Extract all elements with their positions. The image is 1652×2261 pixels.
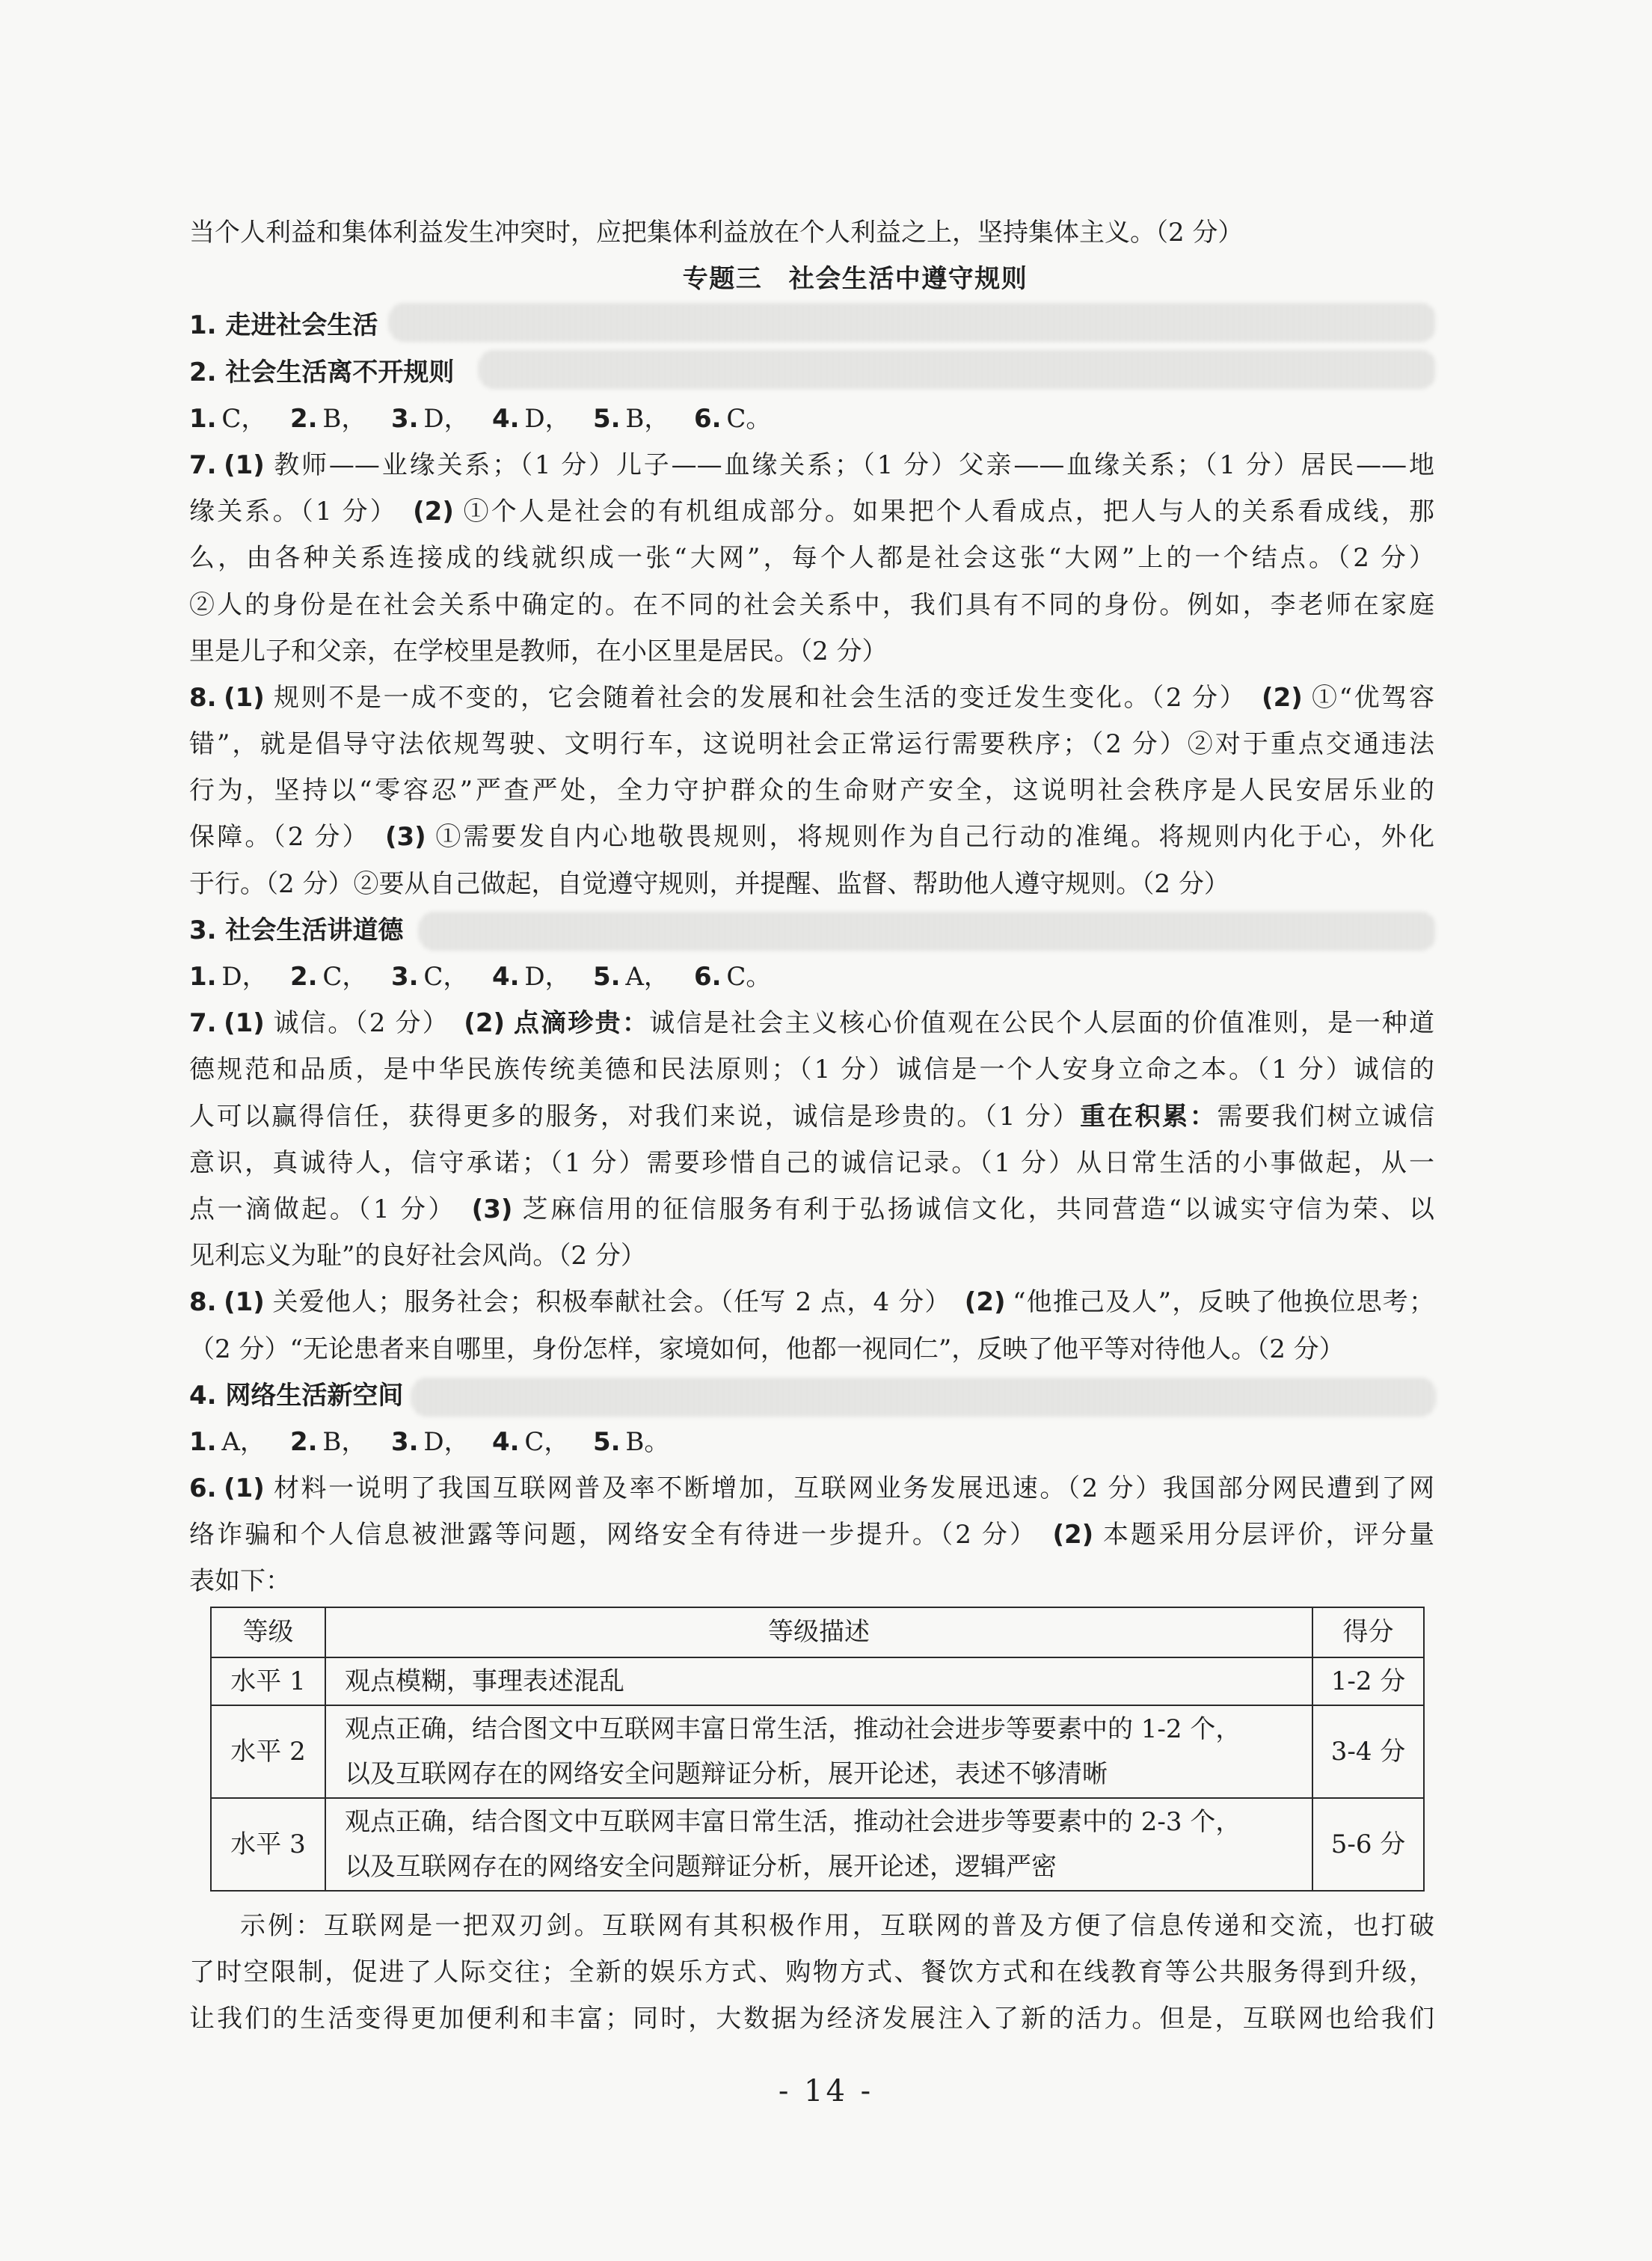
choice-answers-row [189,1419,1434,1465]
choice-answer-item [391,954,492,1000]
answer-number: 3. [391,403,419,434]
question-number-label: 7. [189,1008,217,1039]
text-line [189,1903,1434,1949]
text-run: ①需要发自内心地敬畏规则，将规则作为自己行动的准绳。将规则内化于心，外化 [433,822,1434,853]
score-cell: 3-4 分 [1312,1705,1424,1798]
answer-choice: D， [423,403,470,434]
text-run: 人可以赢得信任，获得更多的服务，对我们来说，诚信是珍贵的。（1 分） [189,1101,1081,1132]
answer-paragraph [189,1279,1434,1372]
text-run: 表如下： [189,1566,291,1597]
scoring-rubric-table [210,1607,1425,1892]
choice-answer-item [593,1419,694,1465]
answer-choice: B， [625,403,670,434]
answer-choice: A， [625,962,669,992]
choice-answer-item [189,396,290,442]
choice-answer-item [391,1419,492,1465]
choice-answer-item [492,954,593,1000]
answer-paragraph [189,1000,1434,1279]
choice-answer-item [492,396,593,442]
text-line [189,1140,1434,1186]
answer-number: 3. [391,1426,419,1457]
description-line: 观点正确，结合图文中互联网丰富日常生活，推动社会进步等要素中的 1-2 个， [345,1714,1241,1744]
question-number-label: (2) [964,1287,1006,1318]
description-line: 以及互联网存在的网络安全问题辩证分析，展开论述，逻辑严密 [345,1851,1057,1882]
text-line [189,488,1434,535]
table-row [211,1798,1424,1891]
text-run: （2 分）“无论患者来自哪里，身份怎样，家境如何，他都一视同仁”，反映了他平等对待他人。（2 分） [189,1334,1345,1364]
question-number-label: 8. [189,1287,217,1318]
example-paragraph [189,1903,1434,2043]
text-run: “他推己及人”，反映了他换位思考； [1013,1287,1434,1318]
choice-answer-item [189,1419,290,1465]
question-number-label: (3) [384,822,426,853]
text-run: 行为，坚持以“零容忍”严查严处，全力守护群众的生命财产安全，这说明社会秩序是人民安居乐业的 [189,776,1434,806]
answer-choice: D， [524,962,571,992]
level-cell: 水平 2 [211,1705,325,1798]
text-run: 于行。（2 分）②要从自己做起，自觉遵守规则，并提醒、监督、帮助他人遵守规则。（2 分） [189,868,1229,899]
answer-choice: C， [221,403,267,434]
text-run: 芝麻信用的征信服务有利于弘扬诚信文化，共同营造“以诚实守信为荣、以 [519,1194,1434,1224]
text-run: 规则不是一成不变的，它会随着社会的发展和社会生活的变迁发生变化。（2 分） [271,682,1262,713]
answer-paragraph [189,442,1434,675]
text-run: ①“优驾容 [1309,682,1434,713]
text-run: 意识，真诚待人，信守承诺；（1 分）需要珍惜自己的诚信记录。（1 分）从日常生活的小事做起，从一 [189,1147,1434,1178]
answer-number: 2. [290,403,318,434]
description-line: 以及互联网存在的网络安全问题辩证分析，展开论述，表述不够清晰 [345,1758,1108,1789]
answer-number: 2. [290,1426,318,1457]
section-1 [189,302,1434,349]
question-number-label: (1) [224,1008,265,1039]
text-line [189,1558,1434,1604]
text-run: 里是儿子和父亲，在学校里是教师，在小区里是居民。（2 分） [189,636,888,666]
answer-choice: B。 [625,1426,670,1457]
section-2 [189,349,1434,907]
description-cell [325,1798,1312,1891]
answer-number: 1. [189,403,217,434]
section-heading: 1. 走进社会生活 [189,310,378,341]
choice-answer-item [694,396,795,442]
answer-number: 6. [694,962,722,992]
text-run: 关爱他人；服务社会；积极奉献社会。（任写 2 点，4 分） [271,1287,965,1318]
text-run: ①个人是社会的有机组成部分。如果把个人看成点，把人与人的关系看成线，那 [461,497,1434,527]
text-run: 错”，就是倡导守法依规驾驶、文明行车，这说明社会正常运行需要秩序；（2 分）②对于重点交通违法 [189,729,1434,760]
text-line [189,1326,1434,1372]
answer-number: 4. [492,1426,520,1457]
answer-choice: D， [423,1426,470,1457]
sections-container [189,302,1434,2042]
answer-number: 5. [593,962,621,992]
text-run: 需要我们树立诚信 [1217,1101,1435,1132]
text-line [189,209,1434,256]
text-run: 诚信是社会主义核心价值观在公民个人层面的价值准则，是一种道 [649,1008,1434,1039]
answer-choice: D， [221,962,268,992]
text-line [189,1186,1434,1233]
choice-answer-item [593,954,694,1000]
text-line [189,1000,1434,1046]
question-number-label: (1) [224,682,265,713]
question-number-label: 8. [189,682,217,713]
table-row [211,1657,1424,1705]
question-number-label: (2) [1052,1520,1094,1550]
question-number-label: (2) [464,1008,506,1039]
text-line [189,1046,1434,1093]
text-line [189,535,1434,581]
description-cell [325,1705,1312,1798]
answer-number: 1. [189,1426,217,1457]
choice-answer-item [290,954,391,1000]
choice-answer-item [694,954,795,1000]
choice-answer-item [593,396,694,442]
text-line [189,1512,1434,1558]
text-run: 当个人利益和集体利益发生冲突时，应把集体利益放在个人利益之上，坚持集体主义。（2 分） [189,218,1244,248]
answer-number: 4. [492,403,520,434]
section-heading: 3. 社会生活讲道德 [189,915,404,945]
text-line [189,675,1434,721]
text-run: 德规范和品质，是中华民族传统美德和民法原则；（1 分）诚信是一个人安身立命之本。（1 分）诚信的 [189,1055,1434,1085]
text-line [189,861,1434,907]
answer-choice: C。 [726,403,772,434]
answer-number: 3. [391,962,419,992]
question-number-label: (2) [413,497,454,527]
text-line [189,1949,1434,1995]
answer-choice: D， [524,403,571,434]
text-run: 了时空限制，促进了人际交往；全新的娱乐方式、购物方式、餐饮方式和在线教育等公共服务得到升级， [189,1957,1434,1987]
question-number-label: (2) [1262,682,1303,713]
section-4 [189,1372,1434,2043]
question-number-label: (3) [471,1194,513,1224]
text-line [189,721,1434,767]
section-heading: 2. 社会生活离不开规则 [189,357,455,387]
level-cell: 水平 3 [211,1798,325,1891]
page-number: - 14 - [778,2074,874,2108]
answer-number: 5. [593,1426,621,1457]
text-run: ②人的身份是在社会关系中确定的。在不同的社会关系中，我们具有不同的身份。例如，李老师在家庭 [189,589,1434,620]
text-run: 点一滴做起。（1 分） [189,1194,472,1224]
answer-number: 6. [694,403,722,434]
description-cell [325,1657,1312,1705]
text-line [189,1465,1434,1512]
text-run: 么，由各种关系连接成的线就织成一张“大网”，每个人都是社会这张“大网”上的一个结点。（2 分） [189,543,1434,574]
question-number-label: 7. [189,450,217,480]
table-header-cell: 得分 [1312,1607,1424,1657]
text-line [189,582,1434,628]
question-number-label: (1) [224,450,265,480]
answer-paragraph [189,209,1434,256]
answer-number: 1. [189,962,217,992]
text-run: 保障。（2 分） [189,822,385,853]
choice-answer-item [290,396,391,442]
question-number-label: 6. [189,1473,217,1504]
answer-choice: C。 [726,962,772,992]
intro-container [189,209,1434,256]
text-line [189,1279,1434,1325]
text-run: 诚信。（2 分） [271,1008,464,1039]
score-cell: 5-6 分 [1312,1798,1424,1891]
answer-choice: B， [322,403,367,434]
score-cell: 1-2 分 [1312,1657,1424,1705]
choice-answers-row [189,396,1434,442]
text-line [189,442,1434,488]
table-header-row [211,1607,1424,1657]
text-line [189,767,1434,814]
text-run: 示例：互联网是一把双刃剑。互联网有其积极作用，互联网的普及方便了信息传递和交流，也打破 [240,1910,1434,1941]
level-cell: 水平 1 [211,1657,325,1705]
text-run: 缘关系。（1 分） [189,497,414,527]
choice-answers-row [189,954,1434,1000]
text-run: 见利忘义为耻”的良好社会风尚。（2 分） [189,1241,646,1271]
table-header-cell: 等级 [211,1607,325,1657]
table-row [211,1705,1424,1798]
answer-paragraph [189,675,1434,907]
bold-keyword: 重在积累： [1080,1101,1217,1132]
answer-number: 4. [492,962,520,992]
document-body [189,209,1434,2042]
description-line: 观点正确，结合图文中互联网丰富日常生活，推动社会进步等要素中的 2-3 个， [345,1806,1241,1837]
choice-answer-item [391,396,492,442]
bold-keyword: 点滴珍贵： [512,1008,650,1039]
text-line [189,1995,1434,2042]
answer-choice: B， [322,1426,367,1457]
section-heading: 4. 网络生活新空间 [189,1380,404,1411]
text-run: 本题采用分层评价，评分量 [1100,1520,1435,1550]
answer-choice: A， [221,1426,265,1457]
description-line: 观点模糊，事理表述混乱 [345,1666,624,1696]
topic-title: 专题三 社会生活中遵守规则 [682,264,1028,295]
text-run: 让我们的生活变得更加便利和丰富；同时，大数据为经济发展注入了新的活力。但是，互联网也给我们 [189,2004,1434,2034]
question-number-label: (1) [224,1473,265,1504]
text-run: 络诈骗和个人信息被泄露等问题，网络安全有待进一步提升。（2 分） [189,1520,1053,1550]
section-3 [189,907,1434,1372]
text-line [189,628,1434,675]
answer-choice: C， [423,962,469,992]
text-line [189,1093,1434,1140]
text-run: 教师——业缘关系；（1 分）儿子——血缘关系；（1 分）父亲——血缘关系；（1 分）居民——地 [271,450,1434,480]
text-line [189,1233,1434,1279]
answer-number: 5. [593,403,621,434]
answer-number: 2. [290,962,318,992]
text-run: 材料一说明了我国互联网普及率不断增加，互联网业务发展迅速。（2 分）我国部分网民遭到了网 [271,1473,1434,1504]
answer-paragraph [189,1465,1434,1605]
choice-answer-item [290,1419,391,1465]
choice-answer-item [492,1419,593,1465]
table-header-cell: 等级描述 [325,1607,1312,1657]
question-number-label: (1) [224,1287,265,1318]
text-line [189,814,1434,860]
answer-choice: C， [322,962,368,992]
choice-answer-item [189,954,290,1000]
answer-choice: C， [524,1426,570,1457]
